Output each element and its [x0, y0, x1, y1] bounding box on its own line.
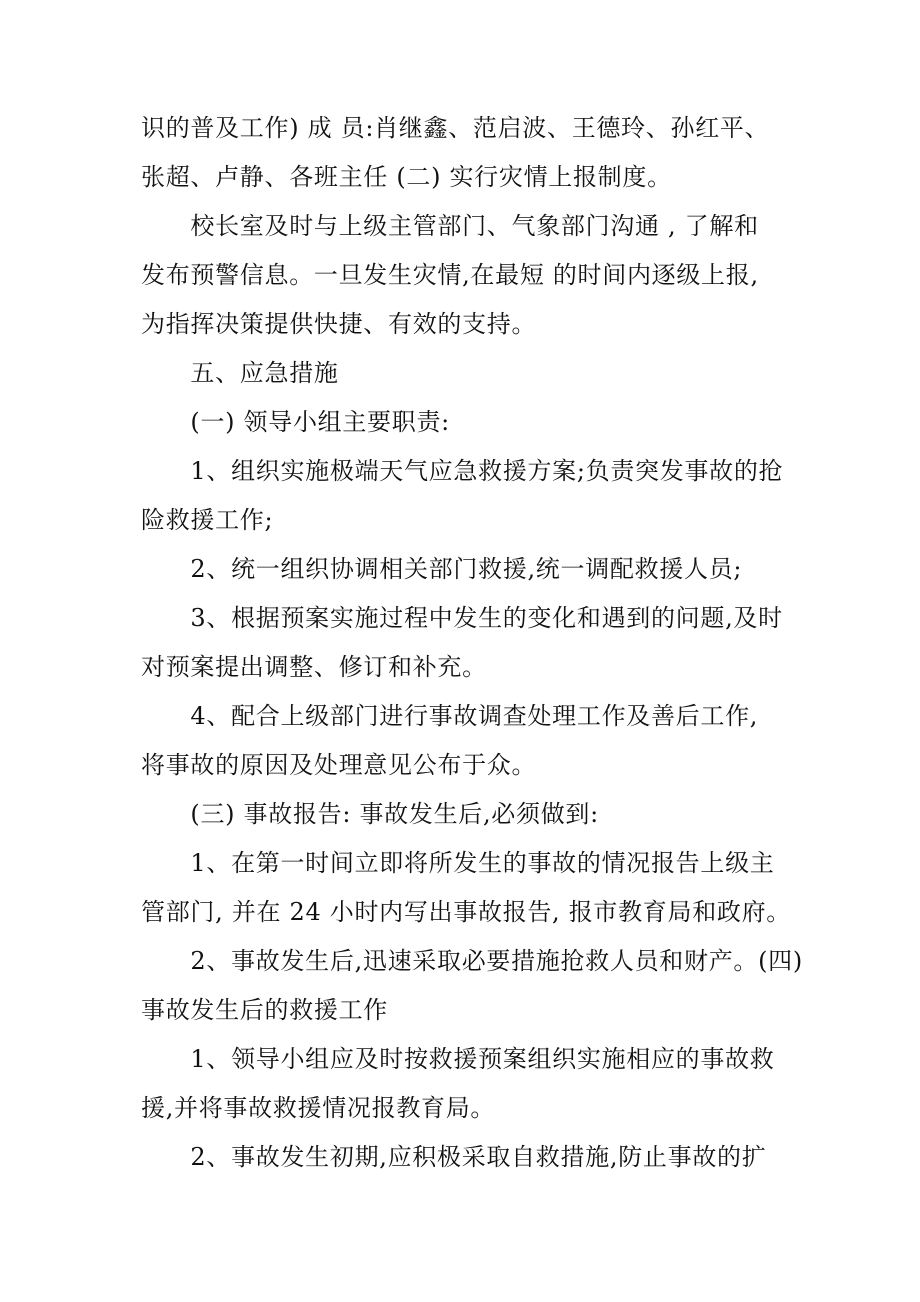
text-line: 校长室及时与上级主管部门、气象部门沟通 , 了解和	[141, 212, 759, 240]
text-line: 事故发生后的救援工作	[141, 996, 388, 1024]
text-line: 援,并将事故救援情况报教育局。	[141, 1094, 496, 1122]
text-line: 发布预警信息。一旦发生灾情,在最短 的时间内逐级上报,	[141, 261, 759, 289]
text-line: 对预案提出调整、修订和补充。	[141, 653, 487, 681]
text-line: 识的普及工作) 成 员:肖继鑫、范启波、王德玲、孙红平、	[141, 114, 770, 142]
subsection-heading: (一) 领导小组主要职责:	[141, 408, 450, 436]
section-heading: 五、应急措施	[141, 359, 339, 387]
text-line: 为指挥决策提供快捷、有效的支持。	[141, 310, 537, 338]
text-line: 4、配合上级部门进行事故调查处理工作及善后工作,	[141, 702, 759, 730]
text-line: 险救援工作;	[141, 506, 274, 534]
text-line: 2、事故发生后,迅速采取必要措施抢救人员和财产。(四)	[141, 947, 803, 975]
document-body	[141, 104, 803, 1182]
text-line: 3、根据预案实施过程中发生的变化和遇到的问题,及时	[141, 604, 783, 632]
text-line: 管部门, 并在 24 小时内写出事故报告, 报市教育局和政府。	[141, 898, 792, 926]
text-line: 2、统一组织协调相关部门救援,统一调配救援人员;	[141, 555, 743, 583]
text-line: 1、在第一时间立即将所发生的事故的情况报告上级主	[141, 849, 775, 877]
subsection-heading: (三) 事故报告: 事故发生后,必须做到:	[141, 800, 599, 828]
text-line: 2、事故发生初期,应积极采取自救措施,防止事故的扩	[141, 1143, 767, 1171]
text-line: 将事故的原因及处理意见公布于众。	[141, 751, 537, 779]
text-line: 张超、卢静、各班主任 (二) 实行灾情上报制度。	[141, 163, 672, 191]
text-line: 1、领导小组应及时按救援预案组织实施相应的事故救	[141, 1045, 775, 1073]
text-line: 1、组织实施极端天气应急救援方案;负责突发事故的抢	[141, 457, 784, 485]
